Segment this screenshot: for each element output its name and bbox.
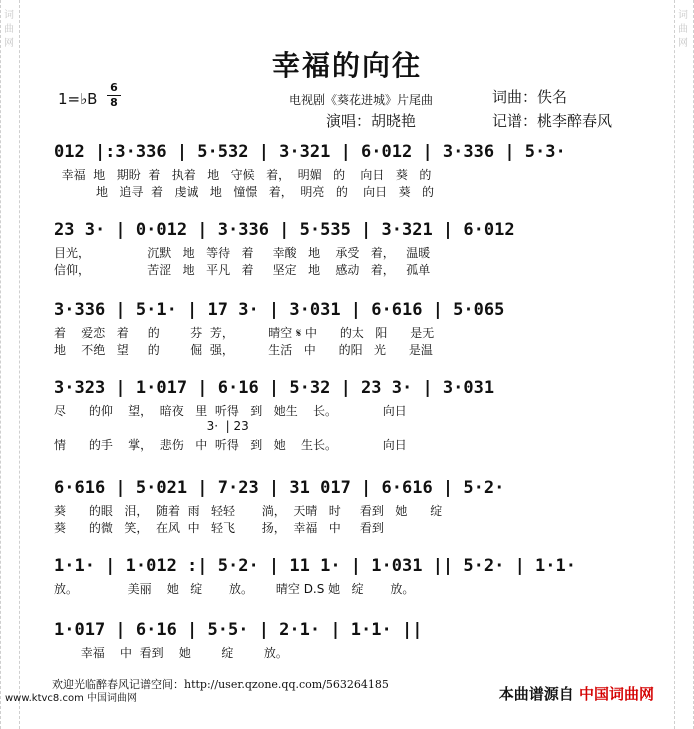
lyricist: 词曲：佚名 — [492, 88, 568, 106]
lyric-line: 3· | 23 — [54, 419, 249, 433]
meter-top: 6 — [110, 81, 118, 94]
score-row — [54, 478, 640, 536]
watermark-char: 词 — [4, 10, 14, 21]
score-row — [54, 300, 640, 358]
score-row — [54, 220, 640, 278]
lyric-line: 幸福 地 期盼 着 执着 地 守候 着， 明媚 的 向日 葵 的 — [54, 168, 432, 182]
brand — [499, 683, 654, 704]
lyric-line: 着 爱恋 着 的 芬 芳， 晴空 𝄋 中 的太 阳 是无 — [54, 326, 435, 340]
watermark-char: 网 — [678, 38, 688, 49]
jianpu-notes: 6·616 | 5·021 | 7·23 | 31 017 | 6·616 | 5·2· — [54, 478, 505, 498]
song-source: 电视剧《葵花进城》片尾曲 — [289, 93, 434, 107]
footer-site: www.ktvc8.com 中国词曲网 — [5, 693, 138, 704]
jianpu-notes: 23 3· | 0·012 | 3·336 | 5·535 | 3·321 | 6·012 — [54, 220, 515, 240]
score-row — [54, 378, 640, 453]
brand-prefix: 本曲谱源自 — [498, 685, 574, 703]
jianpu-notes: 1·017 | 6·16 | 5·5· | 2·1· | 1·1· || — [54, 620, 423, 640]
watermark-char: 词 — [678, 10, 688, 21]
lyric-line: 葵 的眼 泪， 随着 雨 轻轻 淌， 天晴 时 看到 她 绽 — [54, 504, 443, 518]
lyric-line: 葵 的微 笑， 在风 中 轻飞 扬， 幸福 中 看到 — [54, 521, 384, 535]
lyric-line: 信仰， 苦涩 地 平凡 着 坚定 地 感动 着， 孤单 — [54, 263, 431, 277]
score-row — [54, 142, 640, 200]
watermark-char: 曲 — [4, 24, 14, 35]
song-title: 幸福的向往 — [271, 49, 422, 82]
key-signature: 1=♭B — [58, 90, 98, 108]
meter-bottom: 8 — [110, 96, 118, 109]
transcriber: 记谱：桃李醉春风 — [492, 112, 613, 130]
lyric-line: 地 不绝 望 的 倔 强， 生活 中 的阳 光 是温 — [54, 343, 433, 357]
lyric-line: 地 追寻 着 虔诚 地 憧憬 着， 明亮 的 向日 葵 的 — [54, 185, 435, 199]
time-signature — [107, 82, 121, 109]
lyric-line: 目光， 沉默 地 等待 着 幸酸 地 承受 着， 温暖 — [54, 246, 431, 260]
watermark-char: 网 — [4, 38, 14, 49]
jianpu-notes: 1·1· | 1·012 :| 5·2· | 11 1· | 1·031 || 5·2· | 1·1· — [54, 556, 576, 576]
brand-name: 中国词曲网 — [578, 685, 654, 703]
lyric-line: 情 的手 掌， 悲伤 中 听得 到 她 生长。 向日 — [54, 438, 407, 452]
jianpu-notes: 3·336 | 5·1· | 17 3· | 3·031 | 6·616 | 5·065 — [54, 300, 505, 320]
jianpu-notes: 012 |:3·336 | 5·532 | 3·321 | 6·012 | 3·336 | 5·3· — [54, 142, 566, 162]
watermark-right — [674, 0, 694, 729]
score-row — [54, 556, 640, 597]
watermark-left — [0, 0, 20, 729]
jianpu-notes: 3·323 | 1·017 | 6·16 | 5·32 | 23 3· | 3·031 — [54, 378, 495, 398]
footer-visit: 欢迎光临醉春风记谱空间：http://user.qzone.qq.com/563264185 — [52, 678, 389, 691]
score-row — [54, 620, 640, 661]
watermark-char: 曲 — [678, 24, 688, 35]
singer: 演唱：胡晓艳 — [326, 112, 417, 130]
lyric-line: 尽 的仰 望， 暗夜 里 听得 到 她生 长。 向日 — [54, 404, 407, 418]
score-sheet — [22, 0, 672, 729]
lyric-line: 幸福 中 看到 她 绽 放。 — [54, 646, 288, 660]
lyric-line: 放。 美丽 她 绽 放。 晴空 D.S 她 绽 放。 — [54, 582, 415, 596]
